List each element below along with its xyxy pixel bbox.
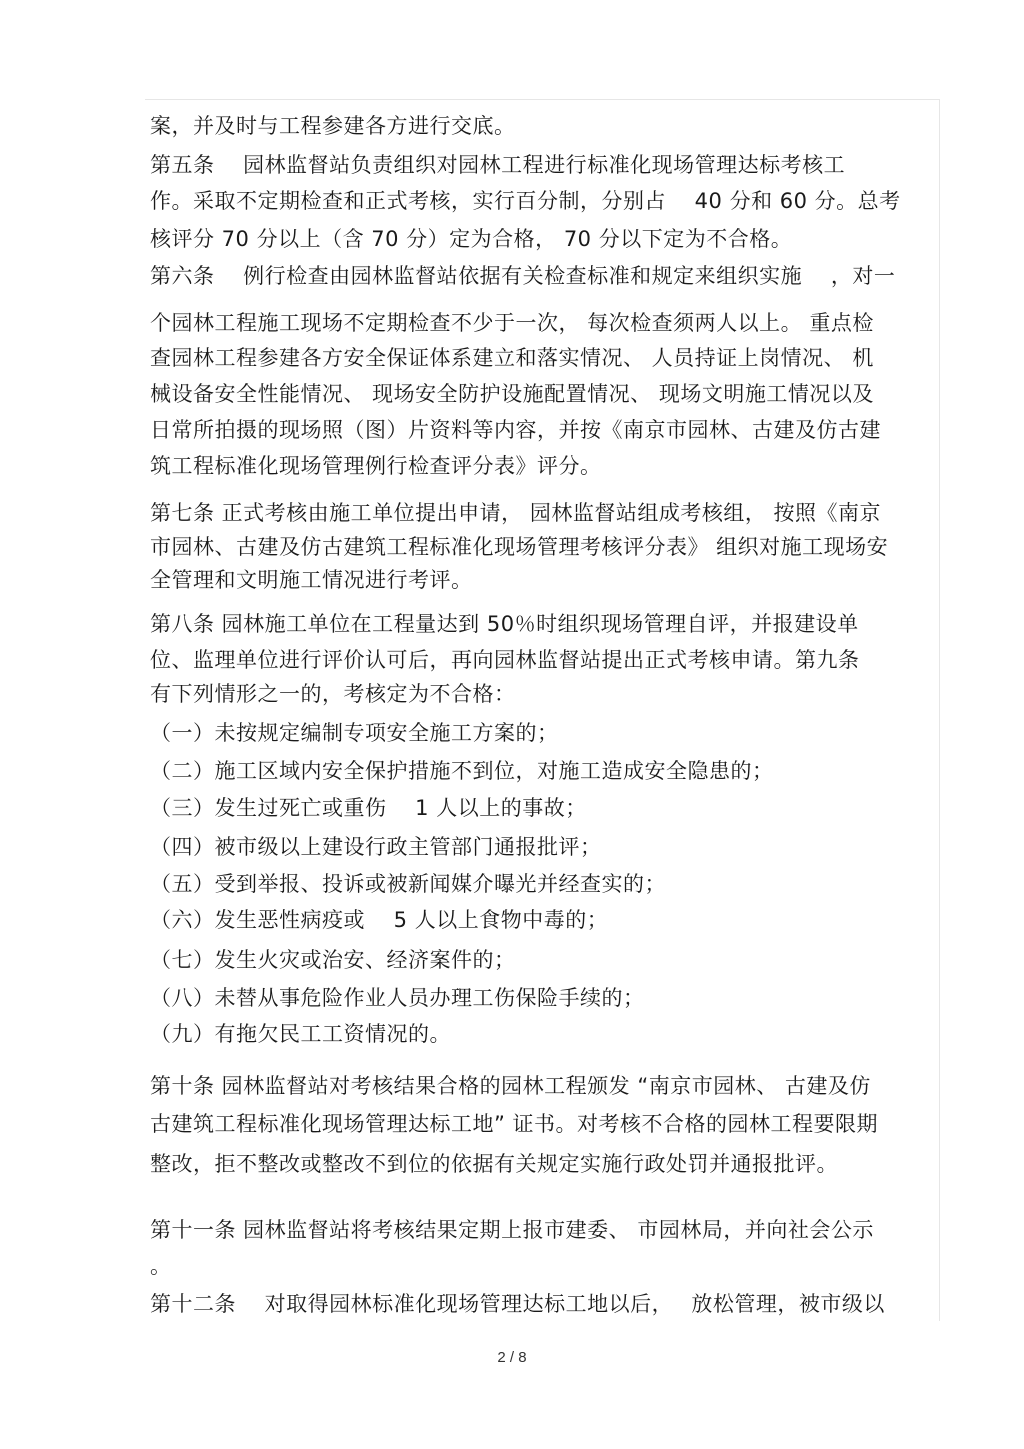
text-line: 古建筑工程标准化现场管理达标工地” 证书。对考核不合格的园林工程要限期 [150, 1112, 879, 1136]
text-line: 整改，拒不整改或整改不到位的依据有关规定实施行政处罚并通报批评。 [150, 1152, 838, 1176]
text-line: 第八条 园林施工单位在工程量达到 50％时组织现场管理自评，并报建设单 [150, 612, 859, 636]
list-item: （四）被市级以上建设行政主管部门通报批评； [150, 835, 602, 859]
text-line: 第六条 例行检查由园林监督站依据有关检查标准和规定来组织实施 ，对一 [150, 264, 896, 288]
text-line: 全管理和文明施工情况进行考评。 [150, 568, 473, 592]
page-frame-right-border [939, 99, 940, 1321]
text-line: 核评分 70 分以上（含 70 分）定为合格， 70 分以下定为不合格。 [150, 227, 793, 251]
list-item: （一）未按规定编制专项安全施工方案的； [150, 721, 559, 745]
text-line: 日常所拍摄的现场照（图）片资料等内容，并按《南京市园林、古建及仿古建 [150, 418, 881, 442]
list-item: （五）受到举报、投诉或被新闻媒介曝光并经查实的； [150, 872, 666, 896]
page-number: 2 / 8 [497, 1349, 527, 1366]
list-item: （三）发生过死亡或重伤 1 人以上的事故； [150, 796, 587, 820]
list-item: （七）发生火灾或治安、经济案件的； [150, 948, 516, 972]
list-item: （九）有拖欠民工工资情况的。 [150, 1022, 451, 1046]
text-line: 第七条 正式考核由施工单位提出申请， 园林监督站组成考核组， 按照《南京 [150, 501, 882, 525]
list-item: （六）发生恶性病疫或 5 人以上食物中毒的； [150, 908, 609, 932]
text-line: 查园林工程参建各方安全保证体系建立和落实情况、 人员持证上岗情况、 机 [150, 346, 874, 370]
page-frame-top-border [145, 99, 940, 100]
text-line: 。 [150, 1254, 172, 1278]
list-item: （二）施工区域内安全保护措施不到位，对施工造成安全隐患的； [150, 759, 774, 783]
text-line: 第十一条 园林监督站将考核结果定期上报市建委、 市园林局，并向社会公示 [150, 1218, 874, 1242]
text-line: 第五条 园林监督站负责组织对园林工程进行标准化现场管理达标考核工 [150, 153, 846, 177]
list-item: （八）未替从事危险作业人员办理工伤保险手续的； [150, 986, 645, 1010]
text-line: 作。采取不定期检查和正式考核，实行百分制，分别占 40 分和 60 分。总考 [150, 189, 901, 213]
text-line: 第十条 园林监督站对考核结果合格的园林工程颁发 “南京市园林、 古建及仿 [150, 1074, 871, 1098]
text-line: 第十二条 对取得园林标准化现场管理达标工地以后， 放松管理，被市级以 [150, 1292, 885, 1316]
text-line: 位、监理单位进行评价认可后，再向园林监督站提出正式考核申请。第九条 [150, 648, 860, 672]
text-line: 个园林工程施工现场不定期检查不少于一次， 每次检查须两人以上。 重点检 [150, 311, 874, 335]
text-line: 案，并及时与工程参建各方进行交底。 [150, 114, 516, 138]
text-line: 筑工程标准化现场管理例行检查评分表》评分。 [150, 454, 602, 478]
text-line: 械设备安全性能情况、 现场安全防护设施配置情况、 现场文明施工情况以及 [150, 382, 874, 406]
text-line: 市园林、古建及仿古建筑工程标准化现场管理考核评分表》 组织对施工现场安 [150, 535, 889, 559]
text-line: 有下列情形之一的，考核定为不合格： [150, 682, 516, 706]
